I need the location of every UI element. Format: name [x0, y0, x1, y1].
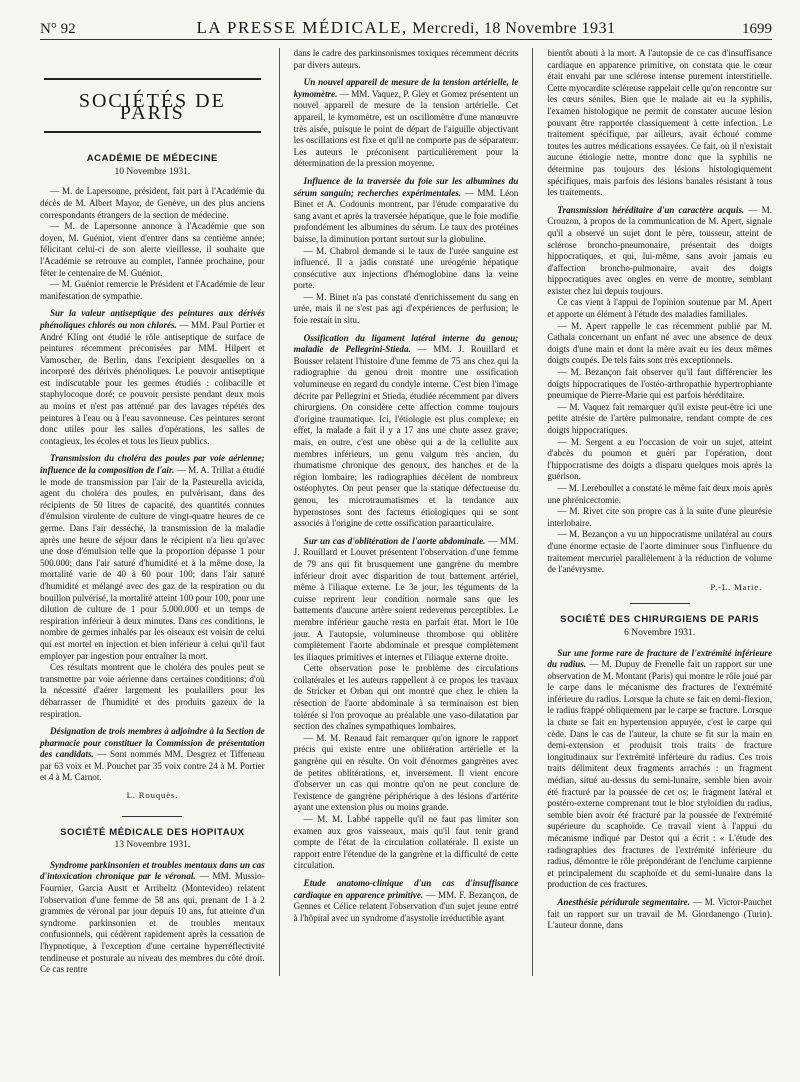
article	[40, 726, 265, 784]
column-2	[294, 48, 519, 976]
paragraph: — M. Binet n'a pas constaté d'enrichissement du sang en urée, mais il ne s'est pas agi d'expériences de perfusion; le foie restait in situ.	[293, 291, 519, 326]
column-3	[547, 48, 772, 976]
article-title: Transmission héréditaire d'un caractère acquis.	[557, 204, 745, 215]
article-title: Sur une forme rare de fracture de l'extrémité inférieure du radius.	[547, 647, 772, 670]
article-title: Sur un cas d'oblitération de l'aorte abdominale.	[303, 535, 486, 546]
article-body: — MM. Vaquez, P. Gley et Gomez présentent un nouvel appareil de mesure de la tension artérielle. Cet appareil, le kymomètre, est un oscillomètre d'une manœuvre très aisée, puisque le point de départ de l'aiguille objectivant les oscillations est fixe et qu'il ne comporte pas de séparateur. Les auteurs le préconisent particulièrement pour la détermination de la pression moyenne.	[293, 88, 519, 169]
article	[294, 878, 519, 924]
article-body: — MM. Léon Binet et A. Codounis montrent, par l'étude comparative du sang avant et après la traversée hépatique, que le foie modifie profondément les albumines du sérum. Le taux des protéines baisse, la diminution portant surtout sur la globuline.	[293, 187, 519, 244]
article	[40, 860, 265, 976]
hopitaux-date: 13 Novembre 1931.	[114, 840, 191, 851]
paragraph: — M. de Lapersonne annonce à l'Académie que son doyen, M. Guéniot, vient d'entrer dans sa centième année; félicitant celui-ci de son alerte vieillesse, il souhaite que l'Académie se retrouve au complet, l'année prochaine, pour fêter le centenaire de M. Guéniot.	[40, 221, 265, 278]
paragraph: — M. de Lapersonne, président, fait part à l'Académie du décès de M. Albert Mayor, de Genève, un des plus anciens correspondants étrangers de la section de médecine.	[40, 186, 265, 220]
article-body: — M. Victor-Pauchet fait un rapport sur un travail de M. Giordanengo (Turin). L'auteur donne, dans	[547, 896, 773, 931]
article-body: — MM. Mussio-Fournier, Garcia Austt et Arribeltz (Montevideo) relatent l'observation d'une femme de 58 ans qui, prenant de 1 à 2 grammes de véronal par jour depuis 10 ans, fut atteinte d'un syndrome parkinsonien et de troubles mentaux confusionnels, qui cédèrent rapidement après la cessation de l'hypnotique, à l'exception d'une certaine hyperréflectivité tendineuse et posturale au niveau des membres du côté droit. Ce cas rentre	[40, 871, 265, 975]
masthead	[197, 18, 616, 38]
article-body: — MM. J. Rouillard et Louvet présentent l'observation d'une femme de 79 ans qui fit brusquement une gangrène du membre inférieur droit avec disparition de tout battement artériel, même à l'iliaque externe. Le 3e jour, les téguments de la cuisse reprirent leur condition normale sans que les battements d'aucune artère soient redevenus perceptibles. Le membre inférieur gauche resta en parfait état. Mort le 10e jour. A l'autopsie, volumineuse thrombose qui oblitère complètement l'aorte abdominale et presque complètement les iliaques primitives et internes et l'iliaque externe droite.	[293, 535, 519, 662]
article-body: — Sont nommés MM. Desgrez et Tiffeneau par 63 voix et M. Pouchet par 35 voix contre 24 à M. Portier et 4 à M. Carnot.	[40, 749, 265, 783]
article-title: Sur la valeur antiseptique des peintures aux dérivés phénoliques chlorés ou non chlorés.	[40, 308, 265, 330]
article-title: Etude anatomo-clinique d'un cas d'insuffisance cardiaque en apparence primitive.	[293, 877, 519, 900]
issue-date: Mercredi, 18 Novembre 1931	[412, 20, 616, 37]
issue-number: N° 92	[40, 21, 76, 37]
separator	[122, 816, 182, 817]
article	[547, 648, 772, 891]
article-body: — MM. F. Bezançon, de Gennes et Célice relatent l'observation d'un sujet jeune entré à l'hôpital avec un syndrome d'asystolie irréductible ayant	[293, 889, 519, 923]
separator	[630, 603, 690, 604]
article	[294, 176, 519, 246]
column-rule	[279, 48, 280, 976]
column-1	[40, 48, 265, 976]
article-body: — M. Crouzon, à propos de la communication de M. Apert, signale qu'il a observé un sujet dont le père, tousseur, atteint de sclérose broncho-pneumonaire, présentait des doigts hippocratiques, et qui, lui-même, sans avoir jamais eu d'affection broncho-pulmonaire, avait des doigts hippocratiques avec ongles en verre de montre, semblant exister chez lui depuis toujours.	[547, 204, 772, 296]
paragraph: — M. M. Renaud fait remarquer qu'on ignore le rapport précis qui existe entre une oblitération artérielle et la gangrène qui en résulte. On voit d'énormes gangrènes avec de petites oblitérations, et, inversement. Il vient encore d'observer un cas qui montre qu'on ne peut conclure de l'existence de gangrène périphérique à des lésions d'artérite ayant une extension plus ou moins grande.	[293, 732, 519, 813]
paragraph: Ce cas vient à l'appui de l'opinion soutenue par M. Apert et apporte un élément à l'étude des maladies familiales.	[547, 297, 772, 320]
paragraph: — M. Bezançon a vu un hippocratisme unilatéral au cours d'une énorme ectasie de l'aorte diminuer sous l'influence du traitement mercuriel parallèlement à la réduction de volume de l'anévrysme.	[547, 529, 772, 575]
paragraph: Ces résultats montrent que le choléra des poules peut se transmettre par voie aérienne dans certaines conditions; d'où la nécessité d'aérer largement les poulaillers pour les débarrasser de l'humidité et des produits gazeux de la respiration.	[40, 662, 265, 719]
article-body: — MM. J. Rouillard et Bousser relatent l'histoire d'une femme de 75 ans chez qui la radiographie du genou droit montre une ossification volumineuse en regard du condyle interne. C'est bien l'image décrite par Pellegrini et Stieda, étudiée récemment par divers chirurgiens. On considère cette affection comme toujours d'origine traumatique. Ici, l'étiologie est plus complexe; en effet, la malade a fait il y a 17 ans une chute assez grave; mais, en outre, c'est une obèse qui a de la cellulite aux membres inférieurs, un genu valgum très ancien, du rhumatisme chronique des genoux, des hanches et de la région lombaire; les radiographies décèlent de nombreux ostéophytes. On peut penser que la statique défectueuse du genou, les microtraumatismes et la tendance aux hyperostoses sont des facteurs étiologiques qui se sont associés à l'origine de cette ossification paraarticulaire.	[293, 344, 519, 529]
article-title: Syndrome parkinsonien et troubles mentaux dans un cas d'intoxication chronique par le véronal.	[40, 859, 265, 882]
chirurgiens-title: SOCIÉTÉ DES CHIRURGIENS DE PARIS	[560, 614, 760, 626]
article-body: — M. A. Trillat a étudié le mode de transmission par l'air de la Pasteurella avicida, agent du choléra des poules, en pulvérisant, dans des récipients de 50 litres de capacité, des quantités connues d'émulsion virulente de culture de vingt-quatre heures de ce germe. Dans l'air desséché, la transmission de la maladie après une heure de séjour dans le récipient n'a lieu qu'avec une dose d'émulsion telle que la proportion dépasse 1 pour 500.000; dans l'air saturé d'humidité et à la même dose, la mortalité varie de 40 à 60 pour 100; dans l'air saturé d'humidité et mélangé avec des gaz de la respiration ou du bouillon pulvérisé, la mortalité atteint 100 pour 100, pour une dilution de culture de 1 pour 5.000.000 et un temps de respiration inférieur à deux minutes. Dans ces conditions, le nombre de germes inhalés par les oiseaux est voisin de celui qui est mortel en injection et bien inférieur à celui qu'il faut employer par ingestion pour entraîner la mort.	[40, 465, 265, 661]
article-title: Anesthésie péridurale segmentaire.	[557, 896, 690, 907]
paragraph: dans le cadre des parkinsonismes toxiques récemment décrits par divers auteurs.	[293, 48, 519, 70]
article	[294, 333, 519, 530]
article-title: Influence de la traversée du foie sur les albumines du sérum sanguin; recherches expérimentales.	[293, 175, 519, 198]
paragraph: bientôt abouti à la mort. A l'autopsie de ce cas d'insuffisance cardiaque en apparence primitive, on constata que le cœur était envahi par une sclérose intense purement interstitielle. Cette myocardite scléreuse rappelait celle qu'on rencontre sur les cœurs séniles. Bien que le malade ait eu la syphilis, l'examen histologique ne permit de constater aucune lésion pouvant être rapportée classiquement à cette infection. Le traitement spécifique, par ailleurs, avait échoué comme toutes les autres médications essayées. Ce fait, où il n'existait aucune étiologie nette, montre donc que la syphilis ne détermine pas toujours des lésions histologiquement spécifiques, mais parfois des lésions banales résistant à tous les traitements.	[547, 48, 772, 198]
article	[40, 308, 265, 447]
paragraph: — M. Chabrol demande si le taux de l'urée sanguine est influencé. Il a jadis constaté une uréogénie hépatique consécutive aux injections d'hémoglobine dans la veine porte.	[293, 245, 519, 291]
article	[40, 453, 265, 662]
article	[547, 205, 772, 298]
columns	[40, 48, 772, 976]
article-title: Ossification du ligament latéral interne du genou; maladie de Pellegrini-Stieda.	[293, 332, 519, 355]
signature: L. Rouquès.	[126, 790, 179, 801]
paragraph: — M. Lereboullet a constaté le même fait deux mois après une phrénicectomie.	[547, 482, 772, 505]
column-rule	[532, 48, 533, 976]
paragraph: — M. Bezançon fait observer qu'il faut différencier les doigts hippocratiques de l'ostéo-arthropathie hypertrophiante pneumique de Pierre-Marie qui est parfois héréditaire.	[547, 367, 772, 401]
paragraph: — M. Guéniot remercie le Président et l'Académie de leur manifestation de sympathie.	[40, 279, 265, 301]
page-header	[40, 0, 772, 40]
page-number: 1699	[741, 21, 772, 37]
article-title: Désignation de trois membres à adjoindre à la Section de pharmacie pour constituer la Commission de présentation des candidats.	[40, 726, 265, 760]
paragraph: — M. Rivet cite son propre cas à la suite d'une pleurésie interlobaire.	[547, 506, 772, 528]
article	[547, 897, 772, 932]
paragraph: Cette observation pose le problème des circulations collatérales et les auteurs rappellent à ce propos les travaux de Stricker et Orban qui ont montré que chez le chien la résection de l'aorte abdominale à sa terminaison est bien tolérée si l'on provoque au préalable une vaso-dilatation par section des chaînes sympathiques lombaires.	[293, 663, 519, 732]
paper-name: LA PRESSE MÉDICALE,	[196, 18, 408, 37]
article	[294, 77, 519, 170]
article-body: — M. Dupuy de Frenelle fait un rapport sur une observation de M. Montant (Paris) qui montre le rôle joué par le carpe dans le mécanisme des fractures de l'extrémité inférieure du radius. Lorsque la chute se fait en demi-flexion, le radius frappé obliquement par le carpe se fracture. Lorsque la chute se fait en hypertension appuyée, c'est le carpe qui cède. Dans le cas de l'auteur, la chute se fit sur la main en demi-extension et produisit trois traits de fracture longitudinaux sur l'extrémité inférieure du radius. Ces trois traits délimitent deux fragments arrachés : un fragment médian, situé au-dessus du semi-lunaire, semble bien avoir été fracturé par la poussée de cet os; le fragment latéral et postéro-externe comprenant tout le bloc styloïdien du radius, semble bien avoir été fracturé par la poussée de l'extrémité supérieure du scaphoïde. Ce travail vient à l'appui du mécanisme indiqué par Destot qui a écrit : « L'étude des radiographies des fractures de l'extrémité inférieure du radius, démontre le rôle prépondérant de l'enclume carpienne et principalement du scaphoïde et du semi-lunaire dans la production de ces fractures.	[547, 659, 772, 890]
hopitaux-title: SOCIÉTÉ MÉDICALE DES HOPITAUX	[60, 826, 245, 838]
academie-date: 10 Novembre 1931.	[114, 166, 191, 177]
article-body: — MM. Paul Portier et André Kling ont étudié le rôle antiseptique de surface de peintures récemment préconisées par MM. Hilpert et Vamoscher, de Berlin, dans l'excipient desquelles on a incorporé des dérivés phénoliques. Le pouvoir antiseptique est indiscutable pour les germes étudiés : colibacille et staphylocoque doré; ce pouvoir persiste pendant deux mois au moins et n'est pas atténué par des lavages répétés des peintures à l'eau ou à l'eau savonneuse. Ces peintures seront donc utiles pour les salles d'opérations, les salles de contagieux, les écoles et tous les lieux publics.	[40, 319, 265, 446]
paragraph: — M. M. Labbé rappelle qu'il ne faut pas limiter son examen aux gros vaisseaux, mais qu'il faut tenir grand compte de l'état de la circulation collatérale. Il existe un rapport entre l'étendue de la gangrène et la difficulté de cette circulation.	[293, 814, 519, 871]
article	[294, 536, 519, 664]
academie-title: ACADÉMIE DE MÉDECINE	[86, 153, 218, 165]
article-title: Transmission du choléra des poules par voie aérienne; influence de la composition de l'air.	[40, 453, 265, 476]
chirurgiens-date: 6 Novembre 1931.	[624, 627, 696, 638]
paragraph: — M. Sergent a eu l'occasion de voir un sujet, atteint d'abcès du poumon et guéri par l'opération, dont l'hippocratisme des doigts a disparu quelques mois après la guérison.	[547, 436, 772, 482]
signature: P.-L. Marie.	[710, 581, 762, 592]
section-banner-title: SOCIÉTÉS DE PARIS	[44, 78, 261, 133]
article-title: Un nouvel appareil de mesure de la tension artérielle, le kymomètre.	[293, 77, 519, 99]
paragraph: — M. Vaquez fait remarquer qu'il existe peut-être ici une petite atrésie de l'artère pulmonaire, rendant compte de ces doigts hippocratiques.	[547, 401, 772, 435]
paragraph: — M. Apert rappelle le cas récemment publié par M. Cathala concernant un enfant né avec une absence de deux doigts d'une main et dont la mère avait eu les deux mêmes doigts coupés. De tels faits sont très exceptionnels.	[547, 320, 772, 366]
